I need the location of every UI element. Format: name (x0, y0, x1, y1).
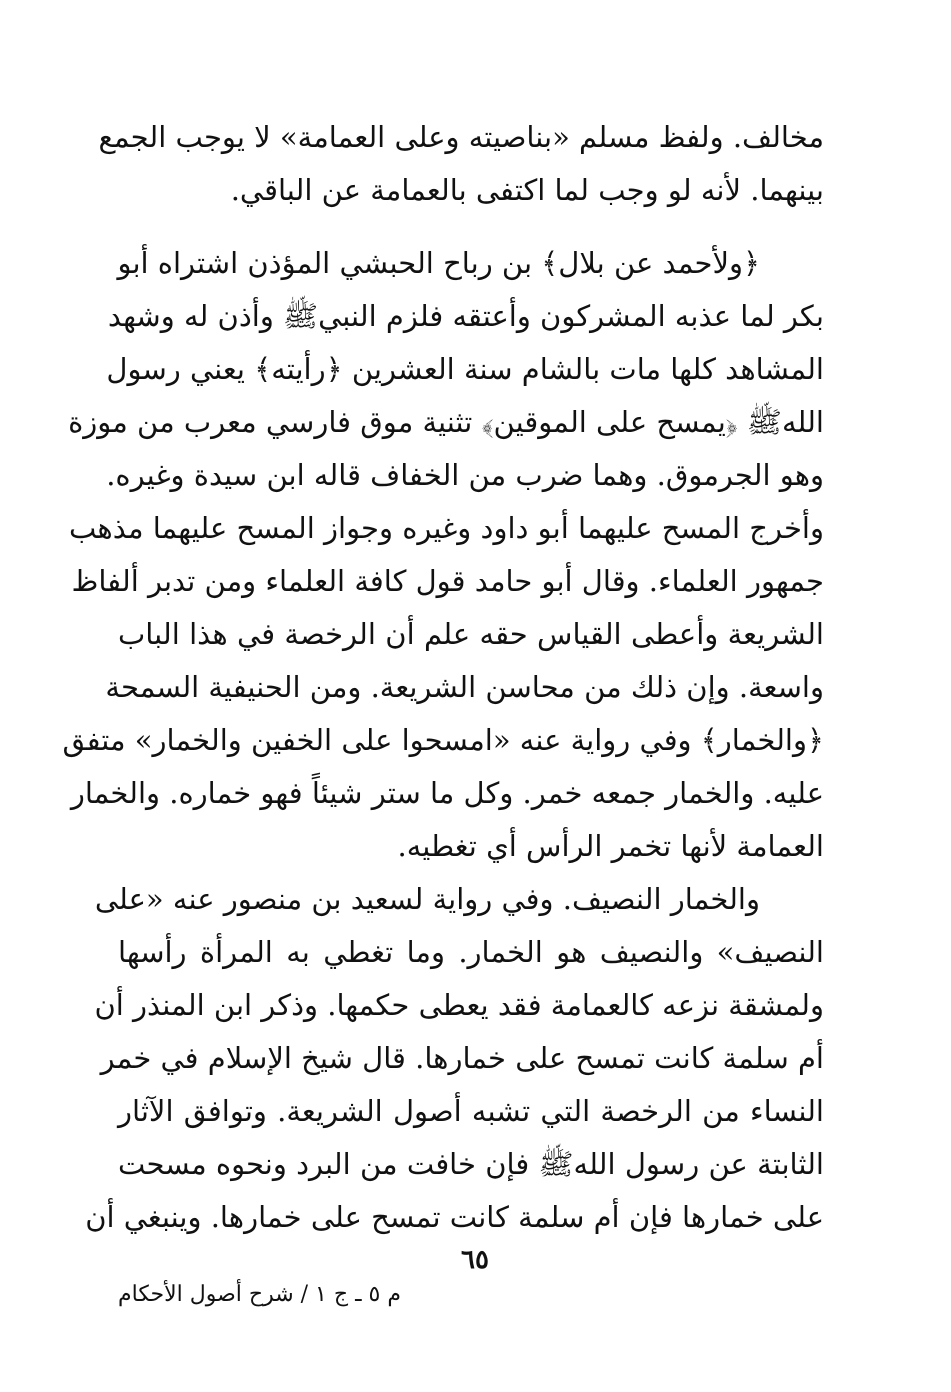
text-line: عليه. والخمار جمعه خمر. وكل ما ستر شيئاً فهو خماره. والخمار (70, 776, 824, 810)
text-line: على خمارها فإن أم سلمة كانت تمسح على خمارها. وينبغي أن (85, 1200, 824, 1234)
text-line: وأخرج المسح عليهما أبو داود وغيره وجواز المسح عليهما مذهب (68, 511, 824, 545)
text-line: بينهما. لأنه لو وجب لما اكتفى بالعمامة عن الباقي. (230, 173, 824, 207)
page-number: ٦٥ (461, 1245, 489, 1275)
text-line: وهو الجرموق. وهما ضرب من الخفاف قاله ابن سيدة وغيره. (106, 458, 824, 492)
text-line: بكر لما عذبه المشركون وأعتقه فلزم النبيﷺ وأذن له وشهد (107, 299, 824, 333)
text-line: مخالف. ولفظ مسلم «بناصيته وعلى العمامة» لا يوجب الجمع (98, 120, 824, 154)
text-line: الثابتة عن رسول اللهﷺ فإن خافت من البرد ونحوه مسحت (118, 1147, 824, 1181)
text-line: اللهﷺ ﴿يمسح على الموقين﴾ تثنية موق فارسي معرب من موزة (68, 405, 824, 439)
text-line: الشريعة وأعطى القياس حقه علم أن الرخصة في هذا الباب (118, 617, 824, 651)
text-line: النصيف» والنصيف هو الخمار. وما تغطي به المرأة رأسها (118, 935, 824, 969)
paragraph-2 (62, 237, 824, 873)
text-line: العمامة لأنها تخمر الرأس أي تغطيه. (397, 829, 824, 863)
text-line: النساء من الرخصة التي تشبه أصول الشريعة. وتوافق الآثار (118, 1094, 824, 1128)
text-line: ﴿والخمار﴾ وفي رواية عنه «امسحوا على الخفين والخمار» متفق (62, 723, 824, 757)
text-line: أم سلمة كانت تمسح على خمارها. قال شيخ الإسلام في خمر (100, 1041, 824, 1075)
text-line: ولمشقة نزعه كالعمامة فقد يعطى حكمها. وذكر ابن المنذر أن (94, 988, 824, 1022)
paragraph-3 (85, 873, 824, 1244)
text-line: المشاهد كلها مات بالشام سنة العشرين ﴿رأيته﴾ يعني رسول (106, 352, 824, 386)
text-line: والخمار النصيف. وفي رواية لسعيد بن منصور عنه «على (94, 882, 760, 916)
footer-signature: م ٥ ـ ج ١ / شرح أصول الأحكام (118, 1282, 401, 1307)
text-line: جمهور العلماء. وقال أبو حامد قول كافة العلماء ومن تدبر ألفاظ (71, 564, 824, 598)
text-line: ﴿ولأحمد عن بلال﴾ بن رباح الحبشي المؤذن اشتراه أبو (117, 246, 760, 280)
paragraph-1 (98, 111, 824, 217)
text-line: واسعة. وإن ذلك من محاسن الشريعة. ومن الحنيفية السمحة (105, 670, 824, 704)
